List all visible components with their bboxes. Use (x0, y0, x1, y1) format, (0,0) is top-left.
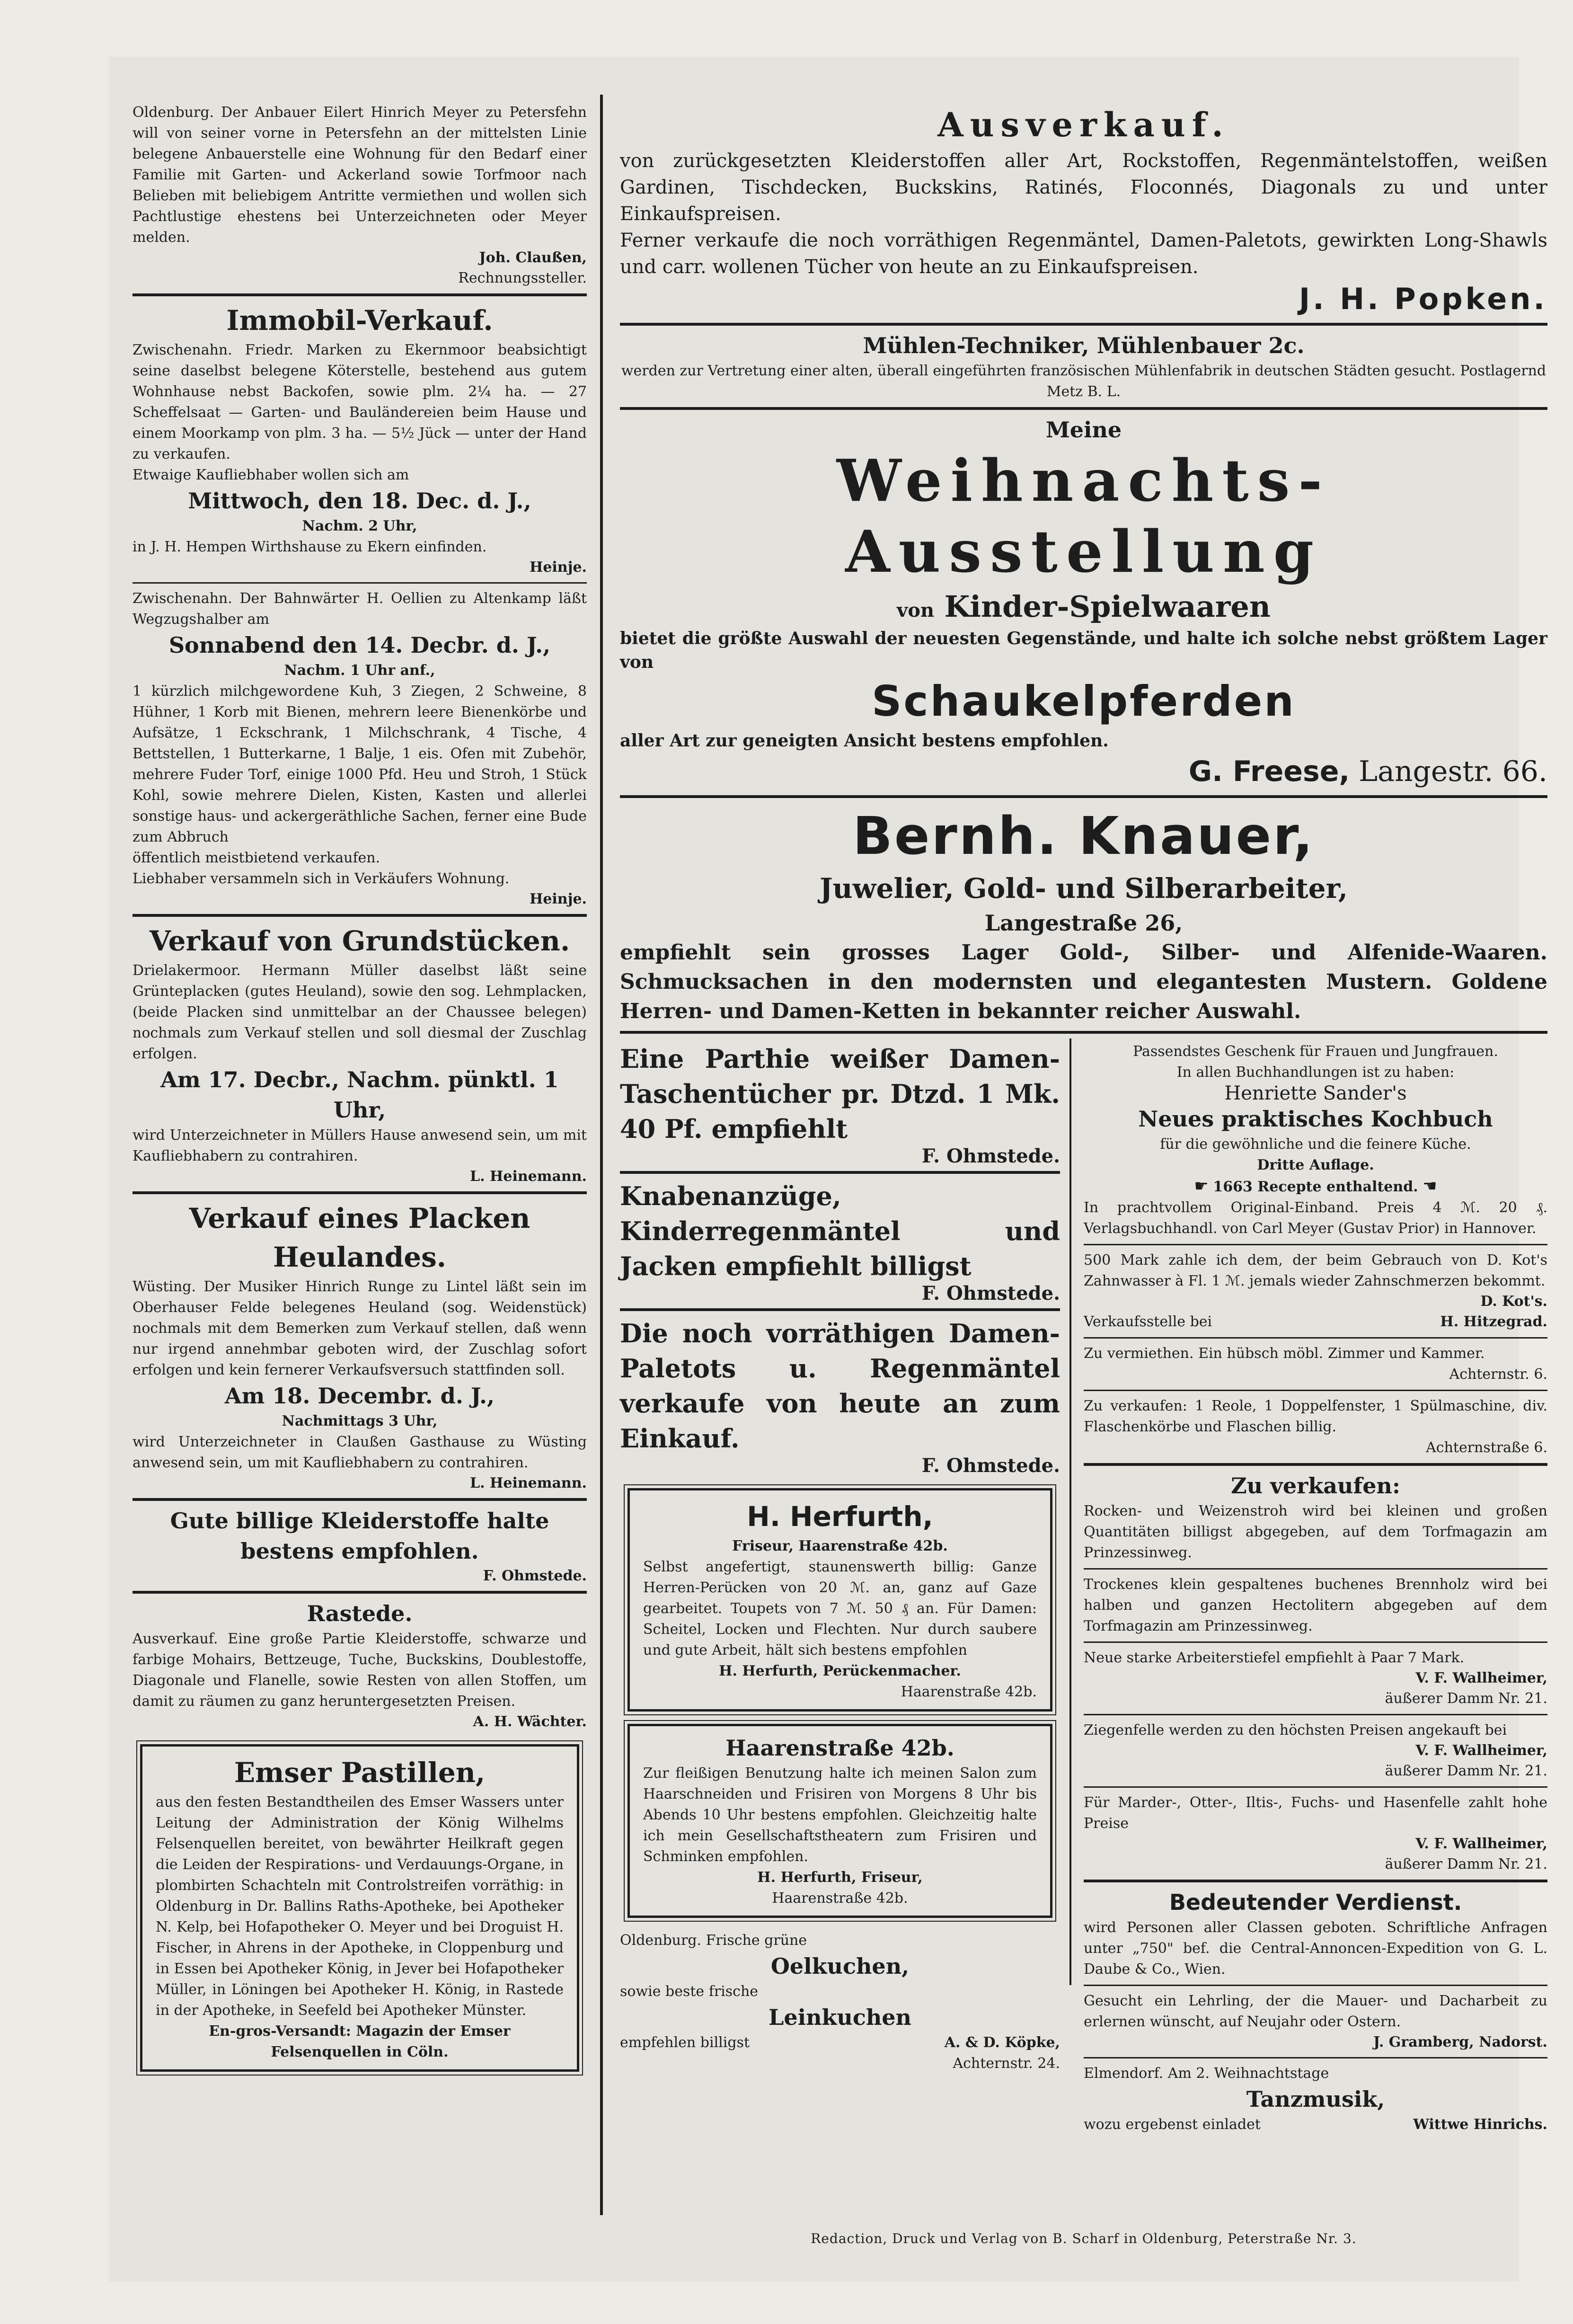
ad-date: Sonnabend den 14. Decbr. d. J., (168, 632, 551, 658)
ad-count: 1663 Recepte enthaltend. (1213, 1179, 1418, 1195)
ad-popken-ausverkauf (620, 102, 1547, 318)
ad-title: Tanzmusik, (1246, 2086, 1385, 2112)
ad-lehrling (1084, 1991, 1547, 2052)
ad-signature: J. H. Popken. (1299, 282, 1547, 316)
ad-title: Rastede. (307, 1601, 413, 1626)
ad-text-2: aller Art zur geneigten Ansicht bestens empfohlen. (620, 731, 1109, 751)
ad-text-2: wozu ergebenst einladet (1084, 2116, 1261, 2133)
divider (1084, 1641, 1547, 1643)
ad-signature: J. Gramberg, Nadorst. (1373, 2034, 1547, 2050)
ad-address: äußerer Damm Nr. 21. (1385, 1763, 1547, 1779)
ad-date: Am 17. Decbr., Nachm. pünktl. 1 Uhr, (160, 1067, 559, 1123)
ad-signature-line (620, 753, 1547, 790)
ad-signature: A. H. Wächter. (473, 1713, 587, 1730)
ad-text: Ziegenfelle werden zu den höchsten Preisen angekauft bei (1084, 1722, 1507, 1739)
ad-signature-line (620, 2032, 1060, 2053)
ad-address: äußerer Damm Nr. 21. (1385, 1856, 1547, 1872)
ad-signature: L. Heinemann. (470, 1168, 587, 1185)
ad-text: werden zur Vertretung einer alten, überall eingeführten französischen Mühlenfabrik in deutschen Städten gesucht. Postlagernd Metz B. L. (621, 363, 1546, 400)
ad-text: von zurückgesetzten Kleiderstoffen aller Art, Rockstoffen, Regenmäntelstoffen, weißen Gardinen, Tischdecken, Buckskins, Ratinés, Floconnés, Diagonals zu und unter Einkaufspreisen. (620, 150, 1547, 225)
ad-signature: V. F. Wallheimer, (1415, 1836, 1547, 1852)
ad-big: Schaukelpferden (872, 677, 1296, 726)
column-divider (600, 95, 603, 2215)
ad-big: Oelkuchen, (770, 1953, 910, 1979)
divider (1084, 1463, 1547, 1466)
ad-verdienst (1084, 1887, 1547, 1980)
ad-signature: H. Herfurth, Friseur, (757, 1869, 923, 1886)
ad-time: Nachm. 2 Uhr, (302, 518, 417, 534)
ad-text-2: Verkaufsstelle bei (1084, 1313, 1212, 1330)
ad-address: Haarenstraße 42b. (772, 1890, 908, 1907)
ad-address: Langestraße 26, (984, 910, 1183, 936)
ad-rastede (133, 1598, 587, 1732)
ad-address: Haarenstraße 42b. (901, 1684, 1037, 1700)
ad-place: in J. H. Hempen Wirthshause zu Ekern einfinden. (133, 539, 487, 555)
ad-pre: Meine (1045, 417, 1122, 443)
ad-text: empfiehlt sein grosses Lager Gold-, Silber- und Alfenide-Waaren. Schmucksachen in den modernsten und elegantesten Mustern. Goldene Herren- und Damen-Ketten in bekannter reicher Auswahl. (620, 940, 1547, 1023)
ad-subtitle: Friseur, Haarenstraße 42b. (732, 1538, 948, 1554)
right-subcol-left (620, 1038, 1060, 2077)
ad-signature: Wittwe Hinrichs. (1413, 2116, 1547, 2133)
ad-text: Selbst angefertigt, staunenswerth billig: Ganze Herren-Perücken von 20 ℳ. an, ganz auf Gaze gearbeitet. Toupets von 7 ℳ. 50 ₰ an. Für Damen: Scheitel, Locken und Flechten. Nur durch saubere und gute Arbeit, hält sich bestens empfohlen (643, 1559, 1037, 1659)
ad-text-4: Liebhaber versammeln sich in Verkäufers Wohnung. (133, 870, 510, 887)
divider (1084, 1985, 1547, 1986)
ad-text: bietet die größte Auswahl der neuesten Gegenstände, und halte ich solche nebst größtem Lager von (620, 629, 1547, 672)
ad-vermiethen (1084, 1343, 1547, 1385)
ad-time: Nachmittags 3 Uhr, (282, 1413, 438, 1429)
ad-signature: V. F. Wallheimer, (1415, 1742, 1547, 1759)
ad-oelkuchen (620, 1930, 1060, 2074)
ad-arbeiterstiefel (1084, 1648, 1547, 1709)
ad-text-2: Etwaige Kaufliebhaber wollen sich am (133, 467, 409, 483)
ad-weihnachts-ausstellung (620, 415, 1547, 790)
ad-stroh (1084, 1471, 1547, 1563)
ad-marder-felle (1084, 1792, 1547, 1875)
left-column (133, 99, 587, 2084)
ad-edition: Dritte Auflage. (1257, 1157, 1374, 1173)
ad-name: Henriette Sander's (1224, 1082, 1407, 1104)
ad-grundstuecke (133, 922, 587, 1187)
right-subcol-right (1084, 1038, 1547, 2138)
ad-signature: A. & D. Köpke, (944, 2034, 1060, 2051)
ad-address: äußerer Damm Nr. 21. (1385, 1690, 1547, 1707)
ad-text: Zwischenahn. Friedr. Marken zu Ekernmoor beabsichtigt seine daselbst belegene Köterstelle, bestehend aus gutem Wohnhause nebst Backofen, sowie plm. 2¼ ha. — 27 Scheffelsaat — Garten- und Bauländereien beim Hause und einem Moorkamp von plm. 3 ha. — 5½ Jück — unter der Hand zu verkaufen. (133, 342, 587, 462)
ad-text: Eine Parthie weißer Damen-Taschentücher pr. Dtzd. 1 Mk. 40 Pf. empfiehlt (620, 1044, 1060, 1144)
ad-von: von (897, 599, 935, 621)
ad-address: Achternstr. 6. (1449, 1366, 1547, 1383)
ad-knauer (620, 803, 1547, 1026)
ad-kleiderstoffe (133, 1506, 587, 1586)
ad-address: Langestr. 66. (1359, 755, 1547, 788)
ad-text-2: wird Unterzeichneter in Claußen Gasthause zu Wüsting anwesend sein, um mit Kaufliebhabern zu contrahiren. (133, 1434, 587, 1471)
ad-signature: Heinje. (529, 559, 587, 576)
ad-text-2: Ferner verkaufe die noch vorräthigen Regenmäntel, Damen-Paletots, gewirkten Long-Shawls und carr. wollenen Tücher von heute an zu Einkaufspreisen. (620, 230, 1547, 278)
ad-damen-paletots (620, 1316, 1060, 1476)
divider (1084, 1568, 1547, 1570)
ad-text-2: In prachtvollem Original-Einband. Preis 4 ℳ. 20 ₰. Verlagsbuchhandl. von Carl Meyer (Gustav Prior) in Hannover. (1084, 1199, 1547, 1237)
ad-signature-2: H. Hitzegrad. (1440, 1313, 1547, 1330)
divider (1084, 2057, 1547, 2058)
ad-signature: F. Ohmstede. (921, 1455, 1060, 1477)
ad-title: Bedeutender Verdienst. (1169, 1889, 1462, 1915)
ad-address: Achternstraße 6. (1426, 1439, 1547, 1456)
ad-text: wird Personen aller Classen geboten. Schriftliche Anfragen unter „750" bef. die Central-Annoncen-Expedition von G. L. Daube & Co., Wien. (1084, 1919, 1547, 1978)
ad-signature: F. Ohmstede. (483, 1568, 587, 1584)
divider (133, 582, 587, 584)
ad-text: Gesucht ein Lehrling, der die Mauer- und Dacharbeit zu erlernen wünscht, auf Neujahr oder Ostern. (1084, 1993, 1547, 2030)
divider (133, 293, 587, 296)
divider (133, 1498, 587, 1501)
ad-count-line (1084, 1176, 1547, 1197)
ad-text: Oldenburg. Frische grüne (620, 1932, 807, 1949)
ad-address: Achternstr. 24. (953, 2055, 1060, 2072)
ad-title: Gute billige Kleiderstoffe halte bestens empfohlen. (170, 1508, 549, 1564)
ad-signature: H. Herfurth, Perückenmacher. (719, 1663, 961, 1679)
ad-date: Mittwoch, den 18. Dec. d. J., (188, 488, 531, 514)
divider (1084, 1786, 1547, 1788)
ad-text: Knabenanzüge, Kinderregenmäntel und Jacken empfiehlt billigst (620, 1181, 1060, 1281)
ad-subtitle: Juwelier, Gold- und Silberarbeiter, (819, 872, 1348, 905)
divider (1084, 1880, 1547, 1882)
ad-signature-line (1084, 2114, 1547, 2135)
ad-kochbuch (1084, 1041, 1547, 1239)
ad-text-2: En-gros-Versandt: Magazin der Emser Felsenquellen in Cöln. (209, 2023, 511, 2060)
ad-tanzmusik (1084, 2063, 1547, 2135)
ad-title: Zu verkaufen: (1231, 1473, 1400, 1499)
ad-text: aus den festen Bestandtheilen des Emser Wassers unter Leitung der Administration der König Wilhelms Felsenquellen bereitet, von bewährter Heilkraft gegen die Leiden der Respirations- und Verdauungs-Organe, in plombirten Schachteln mit Controlstreifen vorräthig: in Oldenburg in Dr. Ballins Raths-Apotheke, bei Apotheker N. Kelp, bei Hofapotheker O. Meyer und bei Droguist H. Fischer, in Ahrens in der Apotheke, in Cloppenburg und in Essen bei Apotheker König, in Jever bei Hofapotheker Müller, in Löningen bei Apotheker H. König, in Rastede in der Apotheke, in Seefeld bei Apotheker Münster. (156, 1794, 564, 2019)
ad-zahnwasser (1084, 1250, 1547, 1332)
divider (620, 795, 1547, 798)
ad-text: Zur fleißigen Benutzung halte ich meinen Salon zum Haarschneiden und Frisiren von Morgens 8 Uhr bis Abends 10 Uhr bestens empfohlen. Gleichzeitig halte ich mein Gesellschaftstheatern zum Frisiren und Schminken empfohlen. (643, 1765, 1037, 1865)
ad-signature-title: Rechnungssteller. (458, 270, 587, 286)
ad-title: Haarenstraße 42b. (725, 1735, 954, 1761)
ad-signature: Joh. Claußen, (479, 249, 587, 266)
ad-signature: Heinje. (529, 891, 587, 907)
ad-signature: F. Ohmstede. (921, 1282, 1060, 1304)
ad-muehlen-techniker (620, 330, 1547, 402)
ad-text: 500 Mark zahle ich dem, der beim Gebrauch von D. Kot's Zahnwasser à Fl. 1 ℳ. jemals wieder Zahnschmerzen bekommt. (1084, 1252, 1547, 1289)
ad-subtitle (620, 587, 1547, 627)
divider (620, 407, 1547, 410)
ad-big-2: Leinkuchen (768, 2005, 911, 2030)
ad-oellien-auction (133, 588, 587, 909)
divider (133, 914, 587, 917)
ad-title: Neues praktisches Kochbuch (1138, 1106, 1493, 1132)
ad-text: Ausverkauf. Eine große Partie Kleiderstoffe, schwarze und farbige Mohairs, Bettzeuge, Tuche, Buckskins, Doublestoffe, Diagonale und Flanelle, sowie Resten von allen Stoffen, um damit zu räumen zu ganz heruntergesetzten Preisen. (133, 1631, 587, 1710)
divider (1084, 1390, 1547, 1391)
ad-subtitle: für die gewöhnliche und die feinere Küche. (1160, 1136, 1471, 1153)
divider (620, 1031, 1547, 1034)
right-split-region (620, 1038, 1547, 2133)
divider (133, 1591, 587, 1594)
ad-title: Weihnachts-Ausstellung (836, 446, 1331, 585)
ad-pre: Passendstes Geschenk für Frauen und Jungfrauen. (1133, 1043, 1498, 1060)
ad-brennholz (1084, 1574, 1547, 1637)
ad-emser-pastillen (140, 1744, 579, 2072)
sub-divider (1069, 1038, 1071, 1985)
ad-text-2: wird Unterzeichneter in Müllers Hause anwesend sein, um mit Kaufliebhabern zu contrahiren. (133, 1127, 587, 1164)
ad-heuland (133, 1199, 587, 1493)
ad-signature: L. Heinemann. (470, 1475, 587, 1491)
divider (620, 323, 1547, 326)
ad-text: Zu verkaufen: 1 Reole, 1 Doppelfenster, 1 Spülmaschine, div. Flaschenkörbe und Flaschen billig. (1084, 1398, 1547, 1435)
ad-taschentuecher (620, 1041, 1060, 1166)
ad-signature: F. Ohmstede. (921, 1145, 1060, 1167)
ad-haarenstrasse (627, 1724, 1052, 1918)
ad-text: In allen Buchhandlungen ist zu haben: (1176, 1064, 1455, 1081)
ad-title: Mühlen-Techniker, Mühlenbauer 2c. (863, 333, 1305, 358)
divider (620, 1171, 1060, 1174)
ad-signature: G. Freese, (1188, 755, 1350, 788)
ad-immobil-verkauf (133, 301, 587, 577)
ad-text: Oldenburg. Der Anbauer Eilert Hinrich Meyer zu Petersfehn will von seiner vorne in Petersfehn an der mittelsten Linie belegene Anbauerstelle eine Wohnung für den Bedarf einer Familie mit Garten- und Ackerland sowie Torfmoor nach Belieben mit beliebigem Antritte vermiethen und wollen sich Pachtlustige ehestens bei Unterzeichneten oder Meyer melden. (133, 104, 587, 246)
ad-date: Am 18. Decembr. d. J., (224, 1383, 495, 1409)
ad-signature-line (1084, 1312, 1547, 1332)
ad-title: Bernh. Knauer, (853, 806, 1315, 866)
ad-text-2: sowie beste frische (620, 1983, 759, 2000)
ad-text: Die noch vorräthigen Damen-Paletots u. Regenmäntel verkaufe von heute an zum Einkauf. (620, 1318, 1060, 1454)
ad-text: Wüsting. Der Musiker Hinrich Runge zu Lintel läßt sein im Oberhauser Felde belegenes Heuland (sog. Weidenstück) nochmals mit dem Bemerken zum Verkauf stellen, daß wenn nur irgend annehmbar geboten wird, der Zuschlag sofort erfolgen und kein fernerer Verkaufsversuch stattfinden soll. (133, 1278, 587, 1378)
ad-knabenanzuege (620, 1179, 1060, 1304)
ad-text: Drielakermoor. Hermann Müller daselbst läßt seine Grünteplacken (gutes Heuland), sowie den sog. Lehmplacken, (beide Placken sind unmittelbar an der Chaussee belegen) nochmals zum Verkauf stellen und soll diesmal der Zuschlag erfolgen. (133, 962, 587, 1062)
page-footer: Redaction, Druck und Verlag von B. Scharf in Oldenburg, Peterstraße Nr. 3. (811, 2231, 1357, 2246)
ad-text-3: öffentlich meistbietend verkaufen. (133, 850, 380, 866)
ad-title: Ausverkauf. (937, 105, 1230, 144)
ad-verkaufen-reole (1084, 1396, 1547, 1458)
ad-signature: D. Kot's. (1480, 1293, 1547, 1310)
ad-text: Für Marder-, Otter-, Iltis-, Fuchs- und Hasenfelle zahlt hohe Preise (1084, 1794, 1547, 1832)
ad-ziegenfelle (1084, 1720, 1547, 1782)
newspaper-page (109, 57, 1547, 2281)
divider (1084, 1244, 1547, 1245)
pointing-hand-icon: ☚ (1423, 1177, 1437, 1196)
divider (620, 1308, 1060, 1311)
ad-text-2: 1 kürzlich milchgewordene Kuh, 3 Ziegen, 2 Schweine, 8 Hühner, 1 Korb mit Bienen, mehrern leere Bienenkörbe und Aufsätze, 1 Eckschrank, 1 Milchschrank, 4 Tische, 4 Bettstellen, 1 Butterkarne, 1 Balje, 1 eis. Ofen mit Zubehör, mehrere Fuder Torf, einige 1000 Pfd. Heu und Stroh, 1 Stück Kohl, sowie mehrere Dielen, Kisten, Kasten und allerlei sonstige haus- und ackergeräthliche Sachen, ferner eine Bude zum Abbruch (133, 683, 587, 845)
ad-title: Immobil-Verkauf. (226, 304, 493, 337)
ad-title: Verkauf eines Placken Heulandes. (189, 1202, 530, 1273)
divider (1084, 1714, 1547, 1715)
ad-text: Neue starke Arbeiterstiefel empfiehlt à Paar 7 Mark. (1084, 1650, 1465, 1666)
ad-text: Zwischenahn. Der Bahnwärter H. Oellien zu Altenkamp läßt Wegzugshalber am (133, 590, 587, 628)
ad-title: Verkauf von Grundstücken. (149, 925, 570, 957)
ad-text-3: empfehlen billigst (620, 2034, 750, 2051)
right-column (620, 99, 1547, 2133)
ad-signature: V. F. Wallheimer, (1415, 1670, 1547, 1686)
ad-text: Rocken- und Weizenstroh wird bei kleinen und großen Quantitäten billigst abgegeben, auf dem Torfmagazin am Prinzessinweg. (1084, 1503, 1547, 1561)
ad-title: Emser Pastillen, (234, 1756, 486, 1789)
ad-sub: Kinder-Spielwaaren (944, 589, 1271, 624)
ad-meyer-petersfehn (133, 102, 587, 289)
ad-herfurth (627, 1488, 1052, 1712)
ad-text: Trockenes klein gespaltenes buchenes Brennholz wird bei halben und ganzen Hectolitern abgegeben auf dem Torfmagazin am Prinzessinweg. (1084, 1576, 1547, 1634)
ad-text: Zu vermiethen. Ein hübsch möbl. Zimmer und Kammer. (1084, 1345, 1485, 1362)
divider (133, 1191, 587, 1194)
divider (1084, 1337, 1547, 1339)
ad-title: H. Herfurth, (747, 1500, 933, 1533)
pointing-hand-icon: ☛ (1194, 1177, 1209, 1196)
ad-time: Nachm. 1 Uhr anf., (284, 662, 435, 679)
ad-text: Elmendorf. Am 2. Weihnachtstage (1084, 2065, 1329, 2082)
